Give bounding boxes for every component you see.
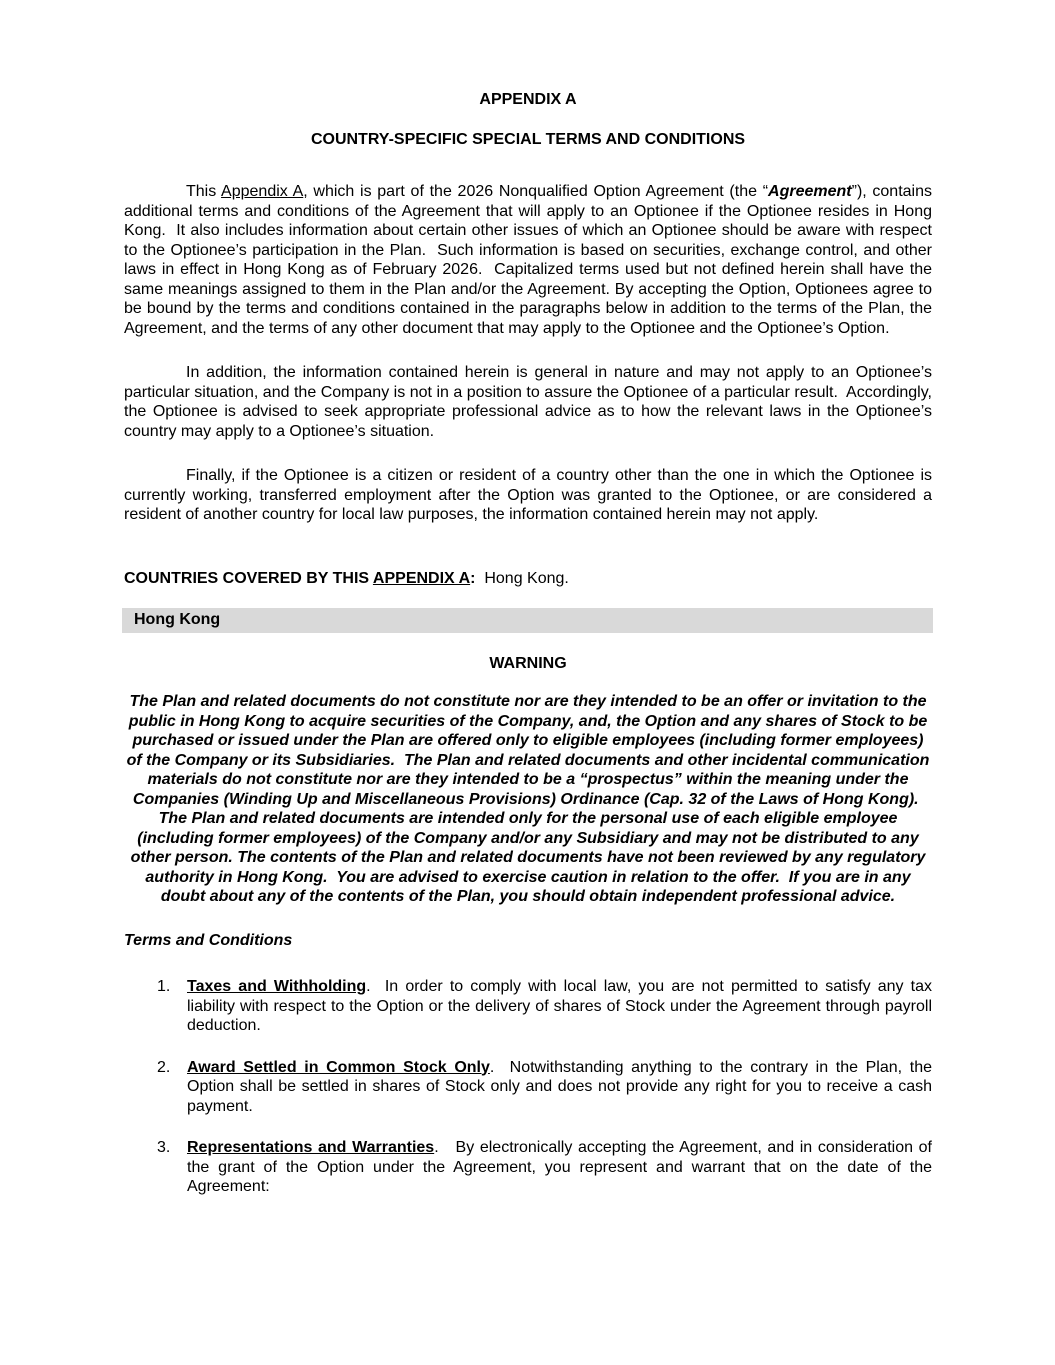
intro-paragraph-3: Finally, if the Optionee is a citizen or resident of a country other than the one in which the Optionee is currently working, transferred employment after the Option was granted to the Optionee, or are considered a resident of another country for local law purposes, the information contained herein may not apply.: [124, 467, 932, 523]
country-banner-hong-kong: Hong Kong: [122, 608, 933, 633]
term-item-2: [124, 1058, 932, 1117]
appendix-title: APPENDIX A: [479, 91, 577, 108]
term-item-1: [124, 977, 932, 1036]
appendix-a-underlined: Appendix A: [221, 183, 304, 200]
warning-heading: WARNING: [489, 654, 567, 672]
appendix-a-reference: APPENDIX A: [372, 569, 471, 587]
intro-paragraph-1: [124, 182, 932, 338]
intro-paragraph-2: In addition, the information contained herein is general in nature and may not apply to an Optionee’s particular situation, and the Company is not in a position to assure the Optionee of a particular result. Accordingly, the Optionee is advised to seek appropriate professional advice as to how the relevant laws in the Optionee’s country may apply to a Optionee’s situation.: [124, 364, 932, 440]
text-run: ”), contains additional terms and conditions of the Agreement that will apply to an Optionee if the Optionee resides in Hong Kong. It also includes information about certain other issues of which an Optionee should be aware with respect to the Optionee’s participation in the Plan. Such information is based on securities, exchange control, and other laws in effect in Hong Kong as of February 2026. Capitalized terms used but not defined herein shall have the same meanings assigned to them in the Plan and/or the Agreement. By accepting the Option, Optionees agree to be bound by the terms and conditions contained in the paragraphs below in addition to the terms of the Plan, the Agreement, and the terms of any other document that may apply to the Optionee and the Optionee’s Option.: [124, 183, 933, 337]
countries-covered-value: Hong Kong.: [475, 569, 569, 587]
colon: :: [470, 569, 476, 587]
term-item-3-text: . By electronically accepting the Agreement, and in consideration of the grant of the Option under the Agreement, you represent and warrant that on the date of the Agreement:: [187, 1139, 932, 1195]
term-item-2-title: Award Settled in Common Stock Only: [187, 1058, 490, 1076]
term-item-3: [124, 1138, 932, 1197]
term-item-2-number: 2.: [157, 1058, 171, 1076]
term-item-3-number: 3.: [157, 1139, 171, 1156]
term-item-2-text: . Notwithstanding anything to the contrary in the Plan, the Option shall be settled in shares of Stock only and does not provide any right for you to receive a cash payment.: [187, 1058, 933, 1115]
term-item-1-number: 1.: [157, 978, 171, 995]
text-run: , which is part of the 2026 Nonqualified Option Agreement (the “: [303, 183, 769, 200]
term-item-3-title: Representations and Warranties: [187, 1139, 435, 1156]
countries-covered-line: [124, 569, 932, 589]
countries-covered-label: COUNTRIES COVERED BY THIS: [124, 569, 373, 587]
text-run: This: [186, 183, 222, 200]
document-subtitle: COUNTRY-SPECIFIC SPECIAL TERMS AND CONDITIONS: [310, 130, 746, 148]
terms-and-conditions-heading: Terms and Conditions: [124, 931, 293, 949]
term-item-1-title: Taxes and Withholding: [187, 978, 367, 995]
agreement-defined-term: Agreement: [768, 183, 852, 200]
warning-body: The Plan and related documents do not constitute nor are they intended to be an offer or invitation to the public in Hong Kong to acquire securities of the Company, and, the Option and any shares of Stock to be purchased or issued under the Plan are offered only to eligible employees (including former employees) of the Company or its Subsidiaries. The Plan and related documents and other incidental communication materials do not constitute nor are they intended to be a “prospectus” within the meaning under the Companies (Winding Up and Miscellaneous Provisions) Ordinance (Cap. 32 of the Laws of Hong Kong). The Plan and related documents are intended only for the personal use of each eligible employee (including former employees) of the Company and/or any Subsidiary and may not be distributed to any other person. The contents of the Plan and related documents have not been reviewed by any regulatory authority in Hong Kong. You are advised to exercise caution in relation to the offer. If you are in any doubt about any of the contents of the Plan, you should obtain independent professional advice.: [126, 693, 930, 905]
term-item-1-text: . In order to comply with local law, you are not permitted to satisfy any tax liability with respect to the Option or the delivery of shares of Stock under the Agreement through payroll deduction.: [187, 978, 933, 1034]
